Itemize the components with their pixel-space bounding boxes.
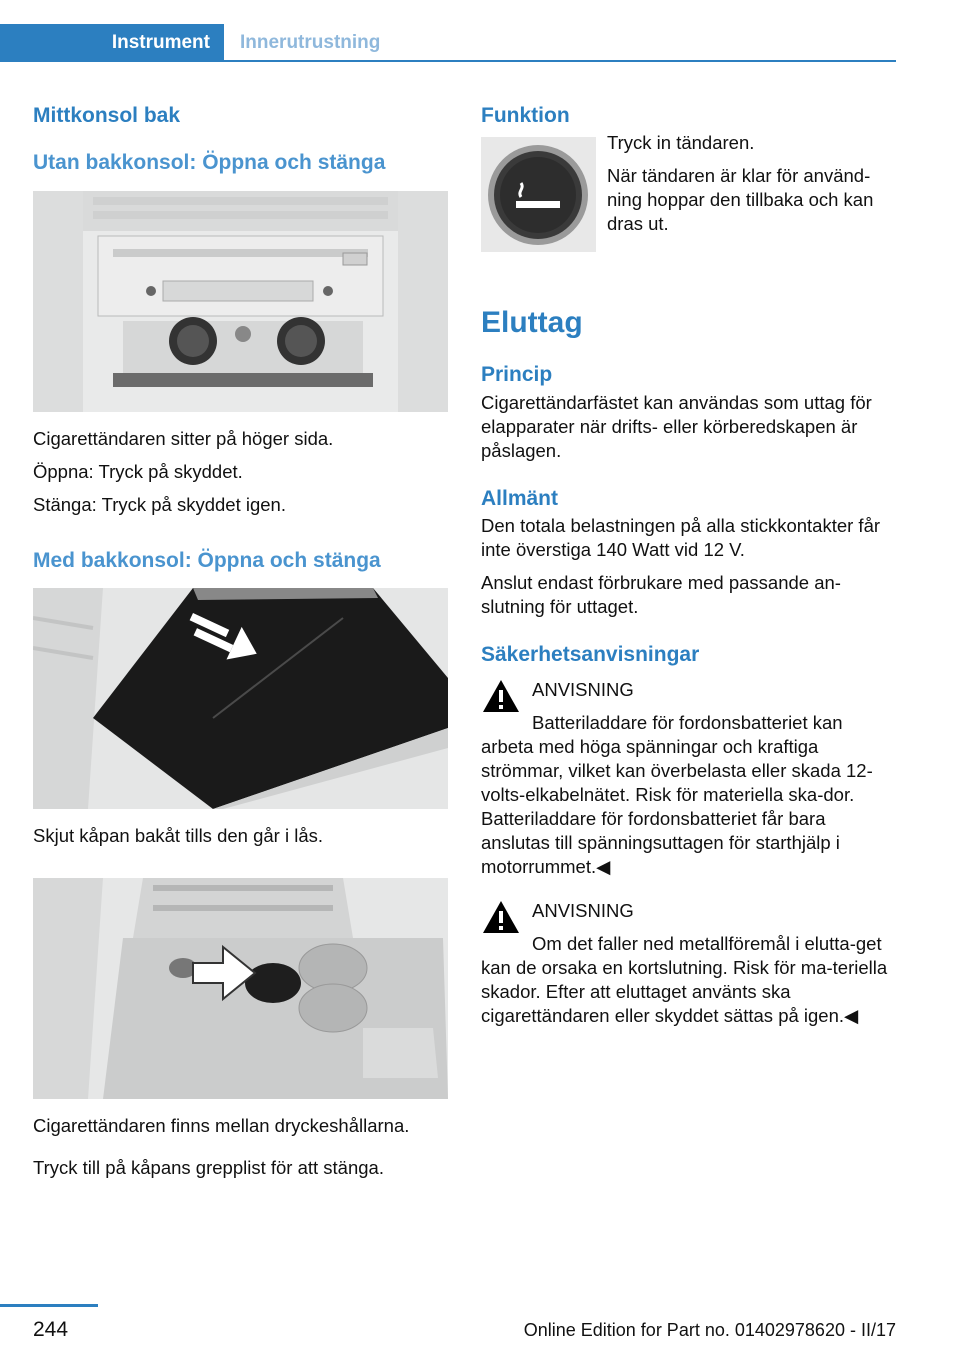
lighter-icon [481,137,596,252]
warning-block-1 [481,678,896,879]
warning-triangle-icon [481,899,521,935]
left-column [33,100,448,1180]
heading-sakerhetsanvisningar: Säkerhetsanvisningar [481,642,700,666]
tab-bar-rule [0,60,896,62]
princip-text: Cigarettändarfästet kan användas som uttag för elapparater när drifts- eller körberedskapen är påslagen. [481,391,872,461]
heading-eluttag: Eluttag [481,306,583,340]
subtitle-med-bakkonsol: Med bakkonsol: Öppna och stänga [33,548,381,572]
tab-innerutrustning[interactable]: Innerutrustning [240,32,381,53]
warning-label-1: ANVISNING [532,679,634,701]
left-text-5: Cigarettändaren finns mellan dryckeshållarna. [33,1114,410,1136]
console-photo-1 [33,191,448,412]
allmant-text-1: Den totala belastningen på alla stickkontakter får inte överstiga 140 Watt vid 12 V. [481,514,881,560]
console-photo-2 [33,588,448,809]
warning-text-1: Batteriladdare för fordonsbatteriet kan arbeta med höga spänningar och kraftiga strömmar, vilket kan överbelasta eller skada 12-volts-elkabelnätet. Risk för materiella ska-dor. Batteriladdare för fordonsbatteriet får bara anslutas till spänningsuttagen för starthjälp i motorrummet.◀ [481,712,873,878]
funktion-block [481,132,896,257]
right-column [481,100,896,1028]
left-text-3: Stänga: Tryck på skyddet igen. [33,493,286,515]
left-text-2: Öppna: Tryck på skyddet. [33,460,243,482]
funktion-text-2: När tändaren är klar för använd-ning hoppar den tillbaka och kan dras ut. [607,165,874,235]
subtitle-utan-bakkonsol: Utan bakkonsol: Öppna och stänga [33,151,386,175]
funktion-text-1: Tryck in tändaren. [607,132,755,154]
allmant-text-2: Anslut endast förbrukare med passande an-slutning för uttaget. [481,571,841,617]
warning-block-2 [481,899,896,1028]
heading-allmant: Allmänt [481,486,559,510]
console-photo-3 [33,878,448,1099]
edition-text: Online Edition for Part no. 01402978620 - II/17 [523,1320,896,1340]
left-text-1: Cigarettändaren sitter på höger sida. [33,427,334,449]
left-text-6: Tryck till på kåpans grepplist för att stänga. [33,1156,384,1178]
warning-triangle-icon [481,678,521,714]
page-number: 244 [33,1318,69,1341]
section-tab-bar [0,24,896,62]
funktion-text [607,131,897,236]
footer-rule [0,1304,98,1307]
section-title-funktion: Funktion [481,104,570,127]
warning-label-2: ANVISNING [532,900,634,922]
warning-text-2: Om det faller ned metallföremål i elutta-get kan de orsaka en kortslutning. Risk för ma-teriella skador. Efter att eluttaget använts ska cigarettändaren eller skyddet sättas på igen.◀ [481,933,888,1027]
heading-princip: Princip [481,363,553,387]
section-title-mittkonsol: Mittkonsol bak [33,104,181,127]
left-text-4: Skjut kåpan bakåt tills den går i lås. [33,824,323,846]
tab-instrument[interactable]: Instrument [0,24,224,62]
